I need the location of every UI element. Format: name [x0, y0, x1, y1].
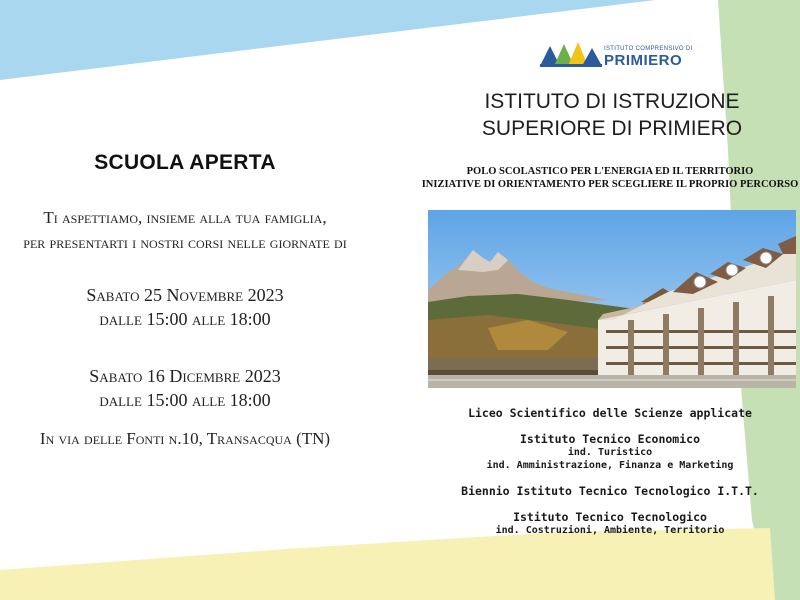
invitation-line-1: Ti aspettiamo, insieme alla tua famiglia, — [43, 208, 327, 227]
school-photo — [428, 210, 796, 388]
invitation-text — [20, 205, 350, 255]
yellow-band — [0, 528, 775, 600]
course-tecnico-economico-turistico: ind. Turistico — [567, 447, 653, 458]
course-liceo: Liceo Scientifico delle Scienze applicate — [468, 406, 752, 420]
logo-name: PRIMIERO — [604, 52, 683, 69]
subtitle-orientamento: INIZIATIVE DI ORIENTAMENTO PER SCEGLIERE IL PROPRIO PERCORSO — [421, 179, 799, 190]
open-day-2 — [20, 364, 350, 412]
course-tecnico-economico-afm: ind. Amministrazione, Finanza e Marketing — [486, 460, 734, 471]
institute-title-line-2: SUPERIORE DI PRIMIERO — [481, 117, 743, 140]
institute-logo — [540, 40, 693, 70]
address: In via delle Fonti n.10, Transacqua (TN) — [39, 429, 331, 448]
course-list — [420, 406, 800, 537]
institute-subtitles — [420, 165, 800, 191]
course-tecnico-tecnologico: Istituto Tecnico Tecnologico — [513, 510, 707, 524]
course-tecnico-economico: Istituto Tecnico Economico — [519, 432, 700, 446]
institute-title-line-1: ISTITUTO DI ISTRUZIONE — [484, 90, 740, 113]
open-day-1-time: dalle 15:00 alle 18:00 — [99, 309, 271, 329]
institute-title — [428, 88, 796, 142]
open-day-1 — [20, 283, 350, 331]
open-day-1-date: Sabato 25 Novembre 2023 — [86, 285, 284, 305]
logo-caption: ISTITUTO COMPRENSIVO DI — [604, 46, 693, 52]
open-school-title: SCUOLA APERTA — [94, 151, 276, 174]
course-biennio-itt: Biennio Istituto Tecnico Tecnologico I.T.T. — [461, 484, 759, 498]
invitation-line-2: per presentarti i nostri corsi nelle giornate di — [23, 233, 347, 252]
subtitle-polo: POLO SCOLASTICO PER L'ENERGIA ED IL TERRITORIO — [466, 166, 754, 177]
logo-mountains-icon — [540, 40, 602, 68]
open-day-2-date: Sabato 16 Dicembre 2023 — [89, 366, 281, 386]
open-day-2-time: dalle 15:00 alle 18:00 — [99, 390, 271, 410]
course-tecnico-tecnologico-cat: ind. Costruzioni, Ambiente, Territorio — [495, 525, 725, 536]
